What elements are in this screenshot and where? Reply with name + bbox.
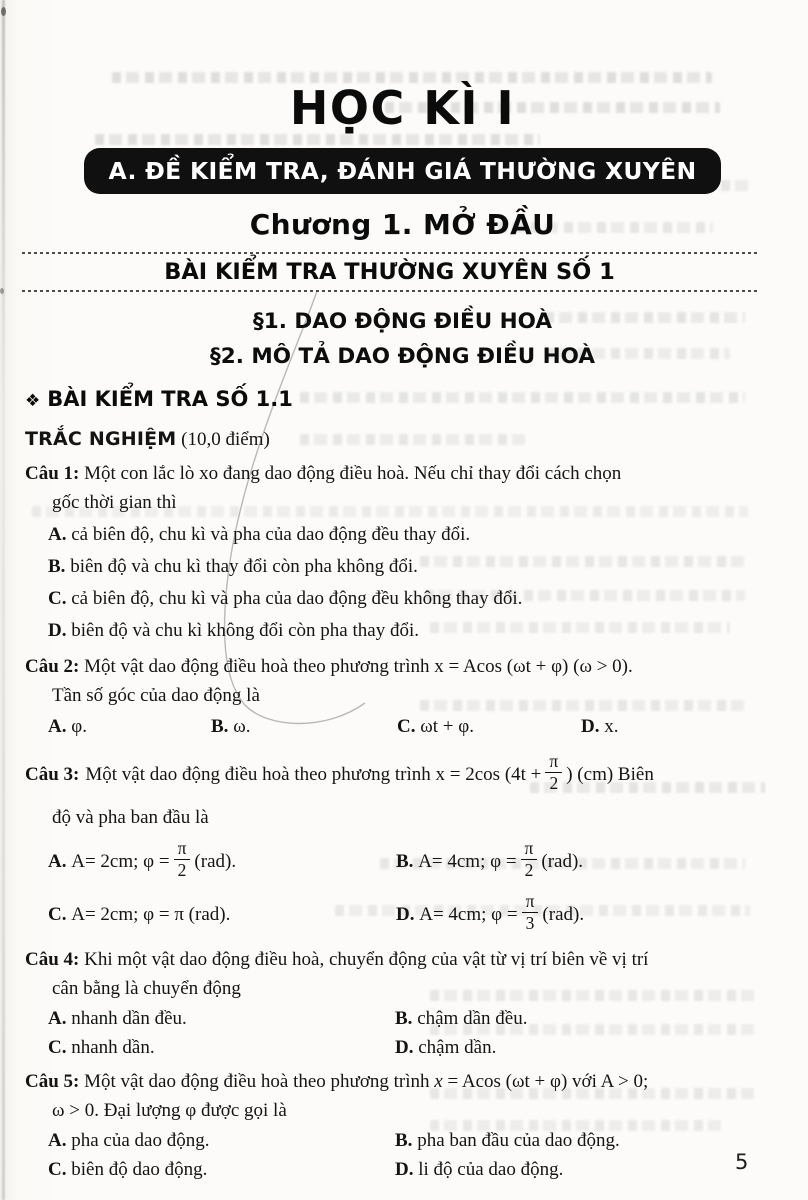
question-5-options — [25, 1127, 780, 1184]
fraction-denominator: 3 — [525, 912, 535, 933]
test-header-block — [22, 252, 757, 292]
semester-title: HỌC KÌ I — [289, 81, 516, 135]
option-b — [396, 836, 780, 886]
quiz-type-label: TRẮC NGHIỆM — [25, 428, 177, 450]
question-1-stem — [25, 459, 780, 488]
option-d-key: D. — [395, 1037, 414, 1058]
fraction-numerator: π — [522, 892, 539, 912]
option-d-key: D. — [581, 716, 600, 737]
question-2-label: Câu 2: — [25, 656, 80, 677]
fraction-denominator: 2 — [177, 859, 187, 880]
option-a-key: A. — [48, 524, 67, 545]
question-2-options — [25, 712, 780, 741]
option-d — [395, 1156, 780, 1184]
question-3-text-line2: độ và pha ban đầu là — [52, 807, 209, 828]
fraction-pi-over-2 — [545, 752, 562, 792]
question-4-label: Câu 4: — [25, 949, 80, 970]
page-number: 5 — [735, 1150, 749, 1174]
fraction-numerator: π — [545, 752, 562, 772]
question-1-text: Một con lắc lò xo đang dao động điều hoà. Nếu chỉ thay đổi cách chọn — [84, 463, 622, 484]
option-b-text: chậm dần đều. — [417, 1008, 528, 1029]
option-d-text: A= 4cm; φ = — [419, 903, 518, 925]
option-a-key: A. — [48, 850, 67, 872]
chapter-title: Chương 1. MỞ ĐẦU — [249, 208, 556, 241]
question-4-text: Khi một vật dao động điều hoà, chuyển động của vật từ vị trí biên về vị trí — [84, 949, 649, 970]
option-a-text: pha của dao động. — [71, 1130, 210, 1151]
quiz-type-row — [25, 427, 780, 452]
question-1-label: Câu 1: — [25, 463, 80, 484]
question-4-options — [25, 1005, 780, 1062]
lesson-2-title: §2. MÔ TẢ DAO ĐỘNG ĐIỀU HOÀ — [210, 344, 595, 369]
fraction-numerator: π — [174, 839, 191, 859]
option-b — [25, 552, 780, 581]
question-5-text-line2: ω > 0. Đại lượng φ được gọi là — [52, 1100, 287, 1121]
option-a-key: A. — [48, 716, 67, 737]
option-a — [25, 520, 780, 549]
option-c-text: biên độ dao động. — [71, 1159, 208, 1180]
question-5-text: Một vật dao động điều hoà theo phương trình — [84, 1071, 435, 1092]
quiz-title-row — [25, 387, 780, 413]
option-a — [48, 1005, 395, 1033]
option-d-unit: (rad). — [542, 903, 585, 925]
option-a-key: A. — [48, 1130, 67, 1151]
option-d-text: chậm dần. — [418, 1037, 497, 1058]
question-1-options — [25, 520, 780, 645]
option-b — [395, 1005, 780, 1033]
option-b — [211, 712, 397, 741]
section-banner — [84, 148, 722, 194]
option-b-key: B. — [48, 556, 66, 577]
section-banner-label: A. ĐỀ KIỂM TRA, ĐÁNH GIÁ THƯỜNG XUYÊN — [108, 157, 697, 185]
option-b-text: ω. — [233, 716, 251, 737]
option-a-unit: (rad). — [194, 850, 237, 872]
option-a-key: A. — [48, 1008, 67, 1029]
question-4-text-line2: cân bằng là chuyển động — [52, 978, 241, 999]
option-b-key: B. — [395, 1008, 413, 1029]
option-c-text: nhanh dần. — [71, 1037, 155, 1058]
option-c-text: A= 2cm; φ = π (rad). — [71, 903, 231, 925]
option-d-text: x. — [604, 716, 619, 737]
option-d — [25, 616, 780, 645]
question-5-label: Câu 5: — [25, 1071, 80, 1092]
question-1-text-line2: gốc thời gian thì — [52, 492, 177, 513]
option-c-key: C. — [48, 1037, 67, 1058]
question-3-text: Một vật dao động điều hoà theo phương trình x = 2cos (4t + — [85, 763, 542, 785]
fraction-denominator: 2 — [549, 772, 559, 793]
option-b-key: B. — [396, 850, 414, 872]
option-c — [397, 712, 581, 741]
lesson-1-title: §1. DAO ĐỘNG ĐIỀU HOÀ — [252, 309, 552, 334]
option-d — [395, 1034, 780, 1062]
option-c — [25, 584, 780, 613]
option-d-text: biên độ và chu kì không đổi còn pha thay đổi. — [71, 620, 419, 641]
option-b-text: biên độ và chu kì thay đổi còn pha không đổi. — [70, 556, 418, 577]
option-c-key: C. — [48, 588, 67, 609]
option-c — [48, 1034, 395, 1062]
option-d-key: D. — [48, 620, 67, 641]
option-d — [581, 712, 780, 741]
option-c-key: C. — [397, 716, 416, 737]
option-b-text: A= 4cm; φ = — [418, 850, 517, 872]
option-c-key: C. — [48, 903, 67, 925]
page-content — [0, 81, 808, 1184]
question-5 — [25, 1067, 780, 1184]
option-a-text: φ. — [71, 716, 87, 737]
scan-speck — [1, 7, 6, 16]
question-2 — [25, 652, 780, 741]
diamond-bullet-icon: ❖ — [25, 391, 41, 411]
question-3 — [25, 747, 780, 938]
option-a — [48, 712, 211, 741]
question-3-options-row-1 — [25, 836, 780, 886]
option-c-key: C. — [48, 1159, 67, 1180]
option-c-text: cả biên độ, chu kì và pha của dao động đều không thay đổi. — [71, 588, 523, 609]
option-b-text: pha ban đầu của dao động. — [417, 1130, 620, 1151]
option-b-key: B. — [395, 1130, 413, 1151]
option-c-text: ωt + φ. — [420, 716, 474, 737]
question-5-variable-x: x — [434, 1071, 443, 1092]
question-3-options-row-2 — [25, 890, 780, 938]
option-c — [48, 890, 396, 938]
question-4 — [25, 945, 780, 1062]
question-2-text: Một vật dao động điều hoà theo phương trình x = Acos (ωt + φ) (ω > 0). — [84, 656, 633, 677]
option-d-key: D. — [395, 1159, 414, 1180]
question-1 — [25, 459, 780, 645]
test-header-title: BÀI KIỂM TRA THƯỜNG XUYÊN SỐ 1 — [164, 259, 615, 285]
option-a-text: nhanh dần đều. — [71, 1008, 187, 1029]
option-b-key: B. — [211, 716, 229, 737]
option-d-text: li độ của dao động. — [418, 1159, 564, 1180]
question-3-text-after-fraction: ) (cm) Biên — [566, 763, 654, 785]
fraction-pi-over-3 — [522, 892, 539, 932]
question-2-text-line2: Tần số góc của dao động là — [52, 685, 260, 706]
option-b — [395, 1127, 780, 1155]
fraction-pi-over-2 — [521, 839, 538, 879]
dashed-divider-bottom — [22, 290, 757, 292]
option-d-key: D. — [396, 903, 415, 925]
quiz-points: (10,0 điểm) — [181, 429, 270, 450]
option-b-unit: (rad). — [541, 850, 584, 872]
question-2-stem — [25, 652, 780, 681]
option-d — [396, 890, 780, 938]
option-a — [48, 836, 396, 886]
option-a-text: cả biên độ, chu kì và pha của dao động đều thay đổi. — [71, 524, 471, 545]
question-5-text-cont: = Acos (ωt + φ) với A > 0; — [442, 1071, 649, 1092]
quiz-title: BÀI KIỂM TRA SỐ 1.1 — [47, 387, 293, 411]
question-3-stem — [25, 747, 780, 801]
question-3-label: Câu 3: — [25, 763, 80, 785]
question-4-stem — [25, 945, 780, 974]
fraction-numerator: π — [521, 839, 538, 859]
fraction-denominator: 2 — [524, 859, 534, 880]
option-a — [48, 1127, 395, 1155]
option-a-text: A= 2cm; φ = — [71, 850, 170, 872]
option-c — [48, 1156, 395, 1184]
question-5-stem — [25, 1067, 780, 1096]
fraction-pi-over-2 — [174, 839, 191, 879]
